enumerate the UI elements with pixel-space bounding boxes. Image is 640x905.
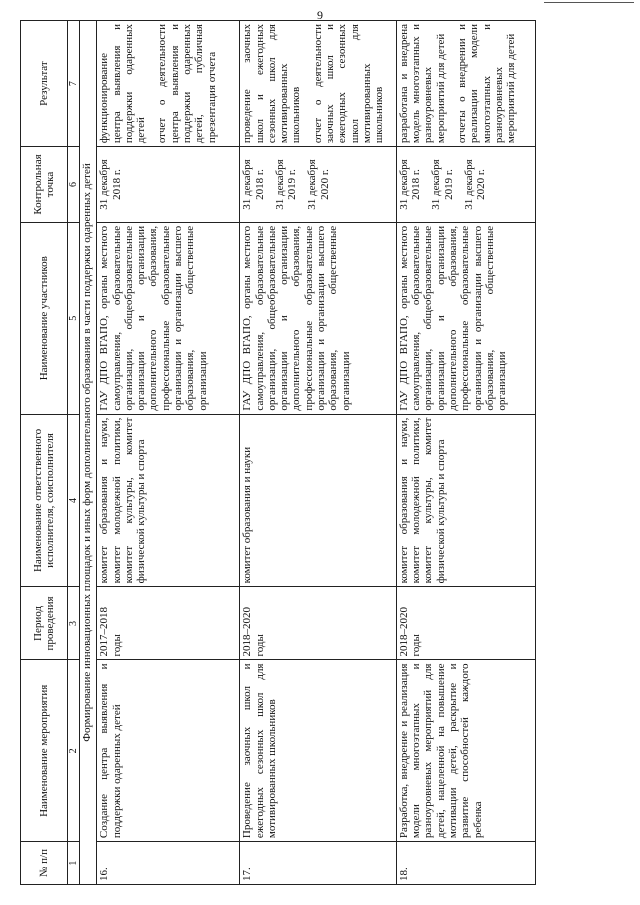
result-item: отчет о деятельности центра выявления и поддержки одаренных детей, публичная презентация отчета [156,24,218,144]
page-number: 9 [317,8,323,22]
event-responsible: комитет образования и науки [240,414,396,587]
table-header-row [21,21,68,885]
col-number: 4 [68,414,80,587]
event-results [396,21,535,147]
event-participants: ГАУ ДПО ВГАПО, органы местного самоуправления, образовательные организации, общеобразовательные организации и организации дополнительного образования, профессиональные образовательные организации и организации высшего образования, общественные организации [97,222,240,414]
event-responsible: комитет образования и науки, комитет молодежной политики, комитет культуры, комитет физической культуры и спорта [396,414,535,587]
event-checkpoints [240,147,396,223]
event-results [97,21,240,147]
event-name: Разработка, внедрение и реализация модели многоэтапных и разноуровневых мероприятий для детей, нацеленной на повышение мотивации детей, раскрытие и развитие способностей каждого ребенка [396,660,535,842]
row-number: 17. [240,842,396,885]
checkpoint-date: 31 декабря 2018 г. [98,159,123,210]
table-row [396,21,535,885]
event-name: Проведение заочных школ и ежегодных сезонных школ для мотивированных школьников [240,660,396,842]
event-results [240,21,396,147]
top-edge-line [544,2,634,3]
result-item: разработана и внедрена модель многоэтапных и разноуровневых мероприятий для детей [397,24,447,144]
checkpoint-date: 31 декабря 2020 г. [306,159,331,210]
event-checkpoints [97,147,240,223]
col-number: 1 [68,842,80,885]
section-row [80,21,97,885]
table-row [97,21,240,885]
result-item: проведение заочных школ и ежегодных сезонных школ для мотивированных школьников [241,24,303,144]
col-number: 2 [68,660,80,842]
event-name: Создание центра выявления и поддержки одаренных детей [97,660,240,842]
event-period: 2018–2020 годы [240,587,396,660]
header-result: Результат [21,21,68,147]
checkpoint-date: 31 декабря 2019 г. [430,159,455,210]
col-number: 3 [68,587,80,660]
checkpoint-date: 31 декабря 2019 г. [273,159,299,210]
event-participants: ГАУ ДПО ВГАПО, органы местного самоуправления, образовательные организации, общеобразовательные организации и организации дополнительного образования, профессиональные образовательные организации и организации высшего образования, общественные организации [240,222,396,414]
section-title: Формирование инновационных площадок и иных форм дополнительного образования в части поддержки одаренных детей [80,21,97,885]
checkpoint-date: 31 декабря 2018 г. [241,159,266,210]
rotated-table-container [20,20,620,885]
event-participants: ГАУ ДПО ВГАПО, органы местного самоуправления, образовательные организации, общеобразовательные организации и организации дополнительного образования, профессиональные образовательные организации и организации высшего образования, общественные организации [396,222,535,414]
column-number-row [68,21,80,885]
header-checkpoint: Контрольная точка [21,147,68,223]
event-period: 2018–2020 годы [396,587,535,660]
col-number: 5 [68,222,80,414]
checkpoint-date: 31 декабря 2018 г. [397,159,422,210]
result-item: отчеты о внедрении и реализации модели многоэтапных и разноуровневых мероприятий для детей [455,24,518,144]
checkpoint-date: 31 декабря 2020 г. [462,159,488,210]
event-checkpoints [396,147,535,223]
result-item: функционирование центра выявления и поддержки одаренных детей [98,24,148,144]
event-responsible: комитет образования и науки, комитет молодежной политики, комитет культуры, комитет физической культуры и спорта [97,414,240,587]
header-period: Период проведения [21,587,68,660]
header-participants: Наименование участников [21,222,68,414]
result-item: отчет о деятельности заочных школ и ежегодных сезонных школ для мотивированных школьников [311,24,386,144]
col-number: 6 [68,147,80,223]
row-number: 18. [396,842,535,885]
table-row [240,21,396,885]
col-number: 7 [68,21,80,147]
header-num: № п/п [21,842,68,885]
header-responsible: Наименование ответственного исполнителя, соисполнителя [21,414,68,587]
event-period: 2017–2018 годы [97,587,240,660]
header-name: Наименование мероприятия [21,660,68,842]
row-number: 16. [97,842,240,885]
events-table [20,20,536,885]
